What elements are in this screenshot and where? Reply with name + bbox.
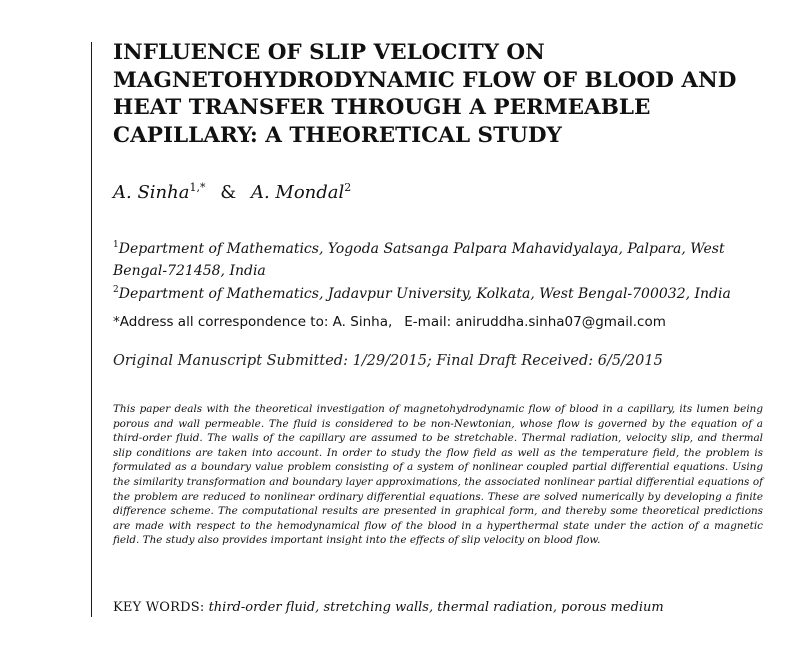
affiliation-text: Department of Mathematics, Yogoda Satsanga Palpara Mahavidyalaya, Palpara, West Bengal-721458, India — [113, 241, 725, 279]
author-affiliation-mark: 2 — [344, 181, 352, 194]
email-label: E-mail: — [404, 314, 452, 330]
manuscript-dates: Original Manuscript Submitted: 1/29/2015; Final Draft Received: 6/5/2015 — [113, 353, 663, 369]
title-line: MAGNETOHYDRODYNAMIC FLOW OF BLOOD AND — [113, 67, 737, 93]
left-margin-rule — [91, 42, 92, 617]
affiliation — [113, 234, 763, 282]
author-name: A. Sinha — [113, 182, 190, 203]
affiliation-mark: 1 — [113, 240, 119, 250]
correspondence-prefix: *Address all correspondence to: A. Sinha, — [113, 314, 393, 330]
keywords — [113, 600, 664, 615]
author-affiliation-mark: 1,* — [189, 181, 206, 194]
email-address[interactable]: aniruddha.sinha07@gmail.com — [455, 314, 666, 330]
paper-title — [113, 39, 773, 149]
author-name: A. Mondal — [250, 182, 345, 203]
abstract: This paper deals with the theoretical investigation of magnetohydrodynamic flow of blood in a capillary, its lumen being porous and wall permeable. The fluid is considered to be non-Newtonian, whose flow is governed by the equation of a third-order fluid. The walls of the capillary are assumed to be stretchable. Thermal radiation, velocity slip, and thermal slip conditions are taken into account. In order to study the flow field as well as the temperature field, the problem is formulated as a boundary value problem consisting of a system of nonlinear coupled partial differential equations. Using the similarity transformation and boundary layer approximations, the associated nonlinear partial differential equations of the problem are reduced to nonlinear ordinary differential equations. These are solved numerically by developing a finite difference scheme. The computational results are presented in graphical form, and thereby some theoretical predictions are made with respect to the hemodynamical flow of the blood in a hyperthermal state under the action of a magnetic field. The study also provides important insight into the effects of slip velocity on blood flow. — [113, 403, 763, 547]
keywords-label: KEY WORDS: — [113, 600, 205, 615]
author-separator: & — [220, 182, 237, 203]
author-list — [113, 181, 351, 203]
title-line: INFLUENCE OF SLIP VELOCITY ON — [113, 40, 545, 65]
affiliation-text: Department of Mathematics, Jadavpur University, Kolkata, West Bengal-700032, India — [118, 286, 731, 302]
title-line: HEAT TRANSFER THROUGH A PERMEABLE — [113, 95, 651, 121]
affiliation-mark: 2 — [113, 285, 119, 295]
title-line: CAPILLARY: A THEORETICAL STUDY — [113, 122, 562, 148]
affiliation — [113, 279, 763, 305]
correspondence-line — [113, 314, 666, 330]
keywords-text: third-order fluid, stretching walls, thermal radiation, porous medium — [208, 600, 664, 615]
